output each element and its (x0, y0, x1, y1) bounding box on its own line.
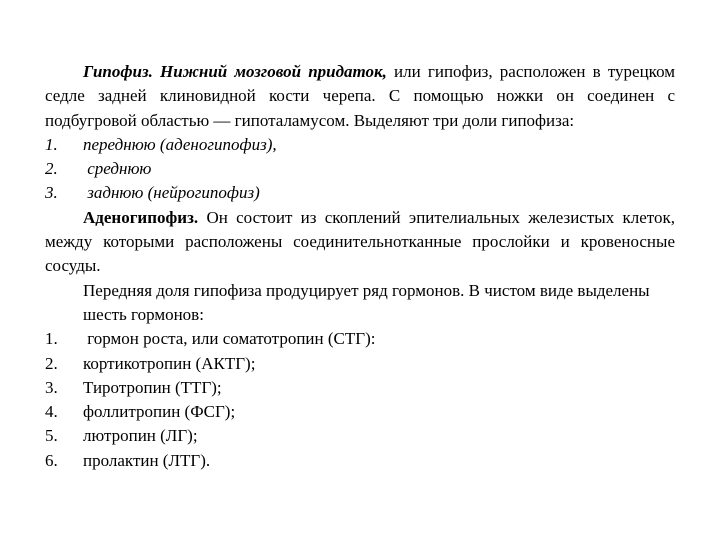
lobe-text: заднюю (нейрогипофиз) (83, 183, 260, 203)
pituitary-heading: Гипофиз. Нижний мозговой придаток, (83, 62, 387, 81)
hormone-text: гормон роста, или соматотропин (СТГ): (83, 329, 376, 349)
lobe-list-item (45, 133, 675, 157)
lobes-list (45, 133, 675, 206)
hormone-list-item (45, 400, 675, 424)
hormone-text: пролактин (ЛТГ). (83, 450, 211, 470)
hormone-list-item (45, 376, 675, 400)
hormone-text: лютропин (ЛГ); (83, 426, 198, 446)
anterior-lobe-paragraph (45, 279, 675, 328)
hormone-text: Тиротропин (ТТГ); (83, 377, 222, 397)
adenohypophysis-heading: Аденогипофиз. (83, 207, 199, 227)
hormone-number: 1. (45, 329, 58, 349)
lobe-number: 2. (45, 159, 58, 179)
hormone-list-item (45, 424, 675, 448)
hormone-number: 4. (45, 402, 58, 422)
hormone-number: 6. (45, 450, 58, 470)
anterior-lobe-text: Передняя доля гипофиза продуцирует ряд гормонов. В чистом виде выделены шесть гормонов: (83, 280, 650, 324)
hormone-number: 3. (45, 377, 58, 397)
hormone-text: фоллитропин (ФСГ); (83, 402, 236, 422)
lobe-list-item (45, 157, 675, 181)
hormone-list-item (45, 352, 675, 376)
hormone-number: 2. (45, 353, 58, 373)
hormone-text: кортикотропин (АКТГ); (83, 353, 256, 373)
document-body (45, 60, 675, 473)
hormone-number: 5. (45, 426, 58, 446)
lobe-number: 3. (45, 183, 58, 203)
lobe-list-item (45, 181, 675, 205)
pituitary-intro-text: или гипофиз, расположен в турецком седле задней клиновидной кости черепа. С помощью ножки он соединен с подбугровой областью — гипоталамусом. Выделяют три доли гипофиза: (45, 62, 675, 130)
hormone-list-item (45, 449, 675, 473)
adenohypophysis-text: Он состоит из скоплений эпителиальных железистых клеток, между которыми расположены соединительнотканные прослойки и кровеносные сосуды. (45, 207, 675, 276)
pituitary-intro-paragraph (45, 60, 675, 133)
lobe-text: переднюю (аденогипофиз), (83, 134, 277, 154)
hormones-list (45, 327, 675, 473)
lobe-number: 1. (45, 134, 58, 154)
hormone-list-item (45, 327, 675, 351)
adenohypophysis-paragraph (45, 206, 675, 279)
lobe-text: среднюю (83, 159, 152, 179)
